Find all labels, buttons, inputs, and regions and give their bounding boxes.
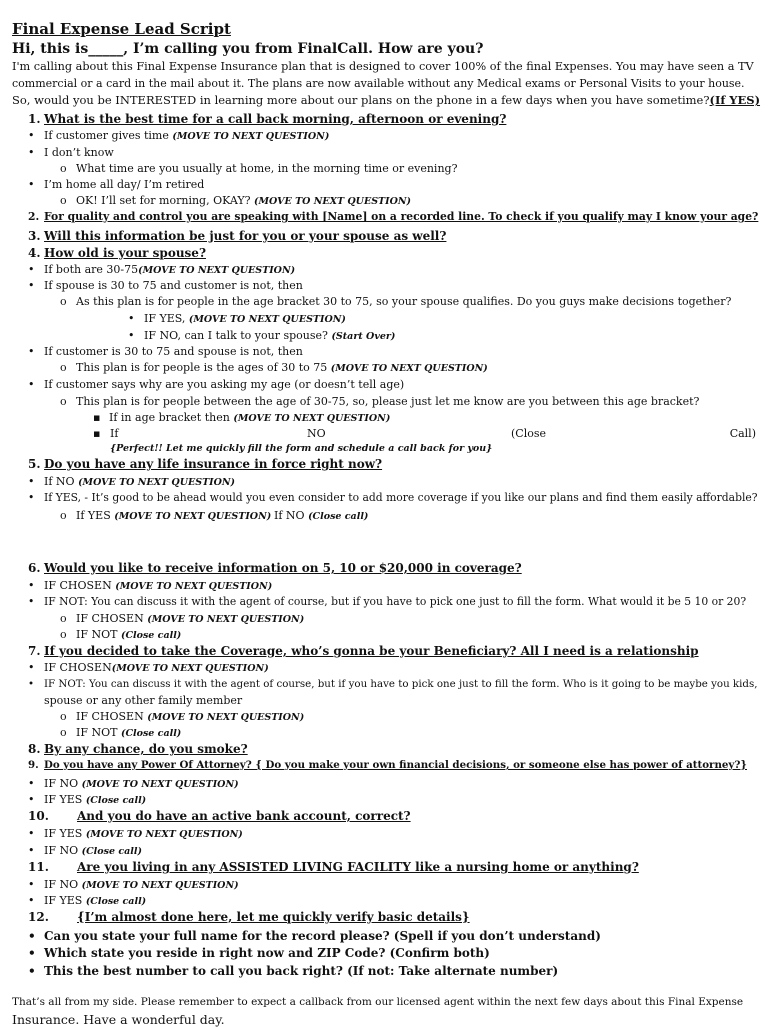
directive: (MOVE TO NEXT QUESTION) [115,581,273,592]
directive: (Close call) [308,511,369,522]
question-1 [28,113,506,125]
q10-option-no [28,845,142,857]
option-text: IF NO [44,844,82,857]
question-number: 2. [28,210,40,223]
circle-bullet-icon: o [60,628,67,641]
option-text: IF YES [44,793,86,806]
question-number: 11. [28,860,49,874]
greeting-line: Hi, this is_____, I’m calling you from FinalCall. How are you? [12,41,484,57]
question-text: Are you living in any ASSISTED LIVING FACILITY like a nursing home or anything? [77,860,639,874]
q4-option-both [28,264,295,276]
question-text: {I’m almost done here, let me quickly verify basic details} [77,910,470,924]
question-number: 12. [28,910,49,924]
option-text: IF NO, can I talk to your spouse? [144,329,332,342]
question-2 [28,212,758,223]
bullet-icon: • [28,929,36,943]
directive: (Start Over) [331,331,396,342]
question-12 [28,911,470,923]
option-text: IF YES, [144,312,189,325]
bullet-icon: • [28,579,35,592]
question-11 [28,861,639,873]
question-number: 9. [28,759,39,771]
question-text: How old is your spouse? [44,246,206,260]
q12-verify-state [28,947,490,959]
justified-word: (Close [511,427,547,440]
square-bullet-icon: ▪ [93,427,101,440]
option-text: IF YES [44,894,86,907]
intro-line-2: commercial or a card in the mail about it. The plans are now available without any Medical exams or Personal Visits to your house. [12,77,745,90]
option-text: I’m home all day/ I’m retired [44,178,205,191]
option-text: If YES [76,509,115,522]
option-text: If customer says why are you asking my age (or doesn’t tell age) [44,378,405,391]
question-3 [28,230,446,242]
question-number: 4. [28,246,41,260]
q4-option-spouse-only [28,280,303,291]
option-text: IF NOT [76,726,121,739]
question-text: By any chance, do you smoke? [44,742,248,756]
question-text: If you decided to take the Coverage, who’s gonna be your Beneficiary? All I need is a relationship [44,644,699,658]
question-text: Will this information be just for you or your spouse as well? [44,229,447,243]
bullet-icon: • [28,491,35,504]
q4-subsub-in-bracket [93,412,390,424]
bullet-icon: • [28,827,35,840]
q11-option-no [28,879,239,891]
bullet-icon: • [28,946,36,960]
bullet-icon: • [28,378,35,391]
option-text: If YES, - It’s good to be ahead would you even consider to add more coverage if you like our plans and find them easily affordable? [44,491,758,504]
option-text: What time are you usually at home, in the morning time or evening? [76,162,458,175]
q6-subline-not [60,629,181,641]
directive: (Close call) [81,846,142,857]
directive: (MOVE TO NEXT QUESTION) [233,413,391,424]
option-text: If in age bracket then [109,411,234,424]
option-text: IF CHOSEN [44,661,112,674]
directive: (MOVE TO NEXT QUESTION) [85,829,243,840]
option-text: IF NO [44,777,82,790]
directive: (MOVE TO NEXT QUESTION) [188,314,346,325]
bullet-icon: • [128,312,135,325]
question-10 [28,810,411,822]
bullet-icon: • [28,793,35,806]
directive: (Close call) [85,896,147,907]
question-7 [28,645,699,657]
directive: (MOVE TO NEXT QUESTION) [81,880,239,891]
bullet-icon: • [28,894,35,907]
intro-if-yes: (If YES) [709,93,761,107]
q5-subline-no [274,510,368,522]
circle-bullet-icon: o [60,509,67,522]
option-text: If NO [44,475,79,488]
q7-option-chosen [28,662,269,674]
q7-subline-not [60,727,181,739]
option-text: This plan is for people is the ages of 30 to 75 [76,361,331,374]
q1-option-gives-time [28,130,329,142]
directive: (MOVE TO NEXT QUESTION) [147,614,305,625]
bullet-icon: • [28,678,35,690]
q5-option-no [28,476,235,488]
circle-bullet-icon: o [60,162,67,175]
q7-subline-chosen [60,711,304,723]
directive: (MOVE TO NEXT QUESTION) [172,131,330,142]
question-text: What is the best time for a call back morning, afternoon or evening? [44,112,507,126]
q6-option-not [28,597,746,608]
q11-option-yes [28,895,146,907]
option-text: IF CHOSEN [76,612,148,625]
square-bullet-icon: ▪ [93,411,101,424]
q4-subline-ages [60,362,488,374]
question-5 [28,458,382,470]
q1-option-home-all-day [28,179,204,190]
option-text: This the best number to call you back right? (If not: Take alternate number) [44,964,559,978]
option-text: IF CHOSEN [44,579,116,592]
circle-bullet-icon: o [60,295,67,308]
circle-bullet-icon: o [60,710,67,723]
question-8 [28,743,248,755]
q1-option-dont-know [28,147,114,158]
q4-option-why-age [28,379,404,390]
question-text: Would you like to receive information on 5, 10 or $20,000 in coverage? [44,561,522,575]
q10-option-yes [28,828,243,840]
question-number: 6. [28,561,41,575]
question-number: 7. [28,644,41,658]
bullet-icon: • [128,329,135,342]
circle-bullet-icon: o [60,612,67,625]
question-number: 1. [28,112,41,126]
question-text: Do you have any Power Of Attorney? { Do you make your own financial decisions, or someone else has power of attorney?} [44,759,747,771]
bullet-icon: • [28,475,35,488]
option-text: If customer is 30 to 75 and spouse is not, then [44,345,303,358]
directive: (MOVE TO NEXT QUESTION) [81,779,239,790]
bullet-icon: • [28,777,35,790]
bullet-icon: • [28,263,35,276]
bullet-icon: • [28,844,35,857]
q1-subline-morning [60,195,411,207]
option-text: OK! I’ll set for morning, OKAY? [76,194,255,207]
q5-subline-yes-no [60,510,271,522]
bullet-icon: • [28,595,35,608]
bullet-icon: • [28,178,35,191]
option-text: Which state you reside in right now and ZIP Code? (Confirm both) [44,946,490,960]
q4-subsub-if-no [128,330,395,342]
question-number: 3. [28,229,41,243]
q4-option-customer-only [28,346,303,357]
bullet-icon: • [28,129,35,142]
option-text: IF YES [44,827,86,840]
circle-bullet-icon: o [60,361,67,374]
intro-line-3 [12,95,760,107]
justified-word: NO [307,427,326,440]
directive: (MOVE TO NEXT QUESTION) [254,196,412,207]
question-number: 8. [28,742,41,756]
q6-option-chosen [28,580,272,592]
directive: (Close call) [120,728,182,739]
circle-bullet-icon: o [60,726,67,739]
option-text: IF CHOSEN [76,710,148,723]
bullet-icon: • [28,345,35,358]
directive: (MOVE TO NEXT QUESTION) [138,265,296,276]
question-number: 10. [28,809,49,823]
option-text: If spouse is 30 to 75 and customer is not, then [44,279,303,292]
bullet-icon: • [28,964,36,978]
directive: (MOVE TO NEXT QUESTION) [147,712,305,723]
option-text: As this plan is for people in the age bracket 30 to 75, so your spouse qualifies. Do you guys make decisions together? [76,295,732,308]
question-6 [28,562,522,574]
circle-bullet-icon: o [60,395,67,408]
closing-line-2: Insurance. Have a wonderful day. [12,1012,225,1027]
q7-option-not-cont: spouse or any other family member [44,694,243,707]
circle-bullet-icon: o [60,194,67,207]
bullet-icon: • [28,661,35,674]
q6-subline-chosen [60,613,304,625]
q1-subline-usual-time [60,163,457,174]
document-title: Final Expense Lead Script [12,20,231,38]
directive: (MOVE TO NEXT QUESTION) [111,663,269,674]
intro-line-1: I'm calling about this Final Expense Insurance plan that is designed to cover 100% of the final Expenses. You may have seen a TV [12,60,754,73]
q4-perfect-note: {Perfect!! Let me quickly fill the form and schedule a call back for you} [110,443,493,454]
option-text: Can you state your full name for the record please? (Spell if you don’t understand) [44,929,601,943]
q7-option-not [28,679,758,689]
option-text: IF NOT: You can discuss it with the agent of course, but if you have to pick one just to fill the form. What would it be 5 10 or 20? [44,595,747,608]
question-4 [28,247,206,259]
option-text: If NO [274,509,309,522]
q4-subsub-if-yes [128,313,346,325]
option-text: IF NO [44,878,82,891]
option-text: If customer gives time [44,129,173,142]
directive: (MOVE TO NEXT QUESTION) [330,363,488,374]
q4-subline-age-bracket [60,396,699,407]
bullet-icon: • [28,279,35,292]
question-9 [28,760,747,770]
option-text: I don’t know [44,146,114,159]
option-text: If both are 30-75 [44,263,139,276]
option-text: This plan is for people between the age of 30-75, so, please just let me know are you between this age bracket? [76,395,700,408]
q9-option-no [28,778,239,790]
question-number: 5. [28,457,41,471]
justified-word: If [110,427,119,440]
directive: (Close call) [120,630,182,641]
question-text: Do you have any life insurance in force right now? [44,457,383,471]
bullet-icon: • [28,878,35,891]
question-text: And you do have an active bank account, correct? [77,809,411,823]
directive: (MOVE TO NEXT QUESTION) [78,477,236,488]
intro-question: So, would you be INTERESTED in learning more about our plans on the phone in a few days when you have sometime? [12,93,710,107]
q12-verify-number [28,965,558,977]
q12-verify-name [28,930,601,942]
bullet-icon: • [28,146,35,159]
justified-word: Call) [729,427,756,440]
q9-option-yes [28,794,146,806]
q5-option-yes [28,493,758,504]
closing-line-1: That’s all from my side. Please remember to expect a callback from our licensed agent within the next few days about this Final Expense [12,996,744,1008]
q4-subline-spouse-qualifies [60,296,731,307]
option-text: IF NOT: You can discuss it with the agent of course, but if you have to pick one just to fill the form. Who is it going to be maybe you kids, [44,678,758,690]
directive: (Close call) [85,795,147,806]
directive: (MOVE TO NEXT QUESTION) [114,511,272,522]
option-text: IF NOT [76,628,121,641]
question-text: For quality and control you are speaking with [Name] on a recorded line. To check if you qualify may I know your age? [44,210,759,223]
